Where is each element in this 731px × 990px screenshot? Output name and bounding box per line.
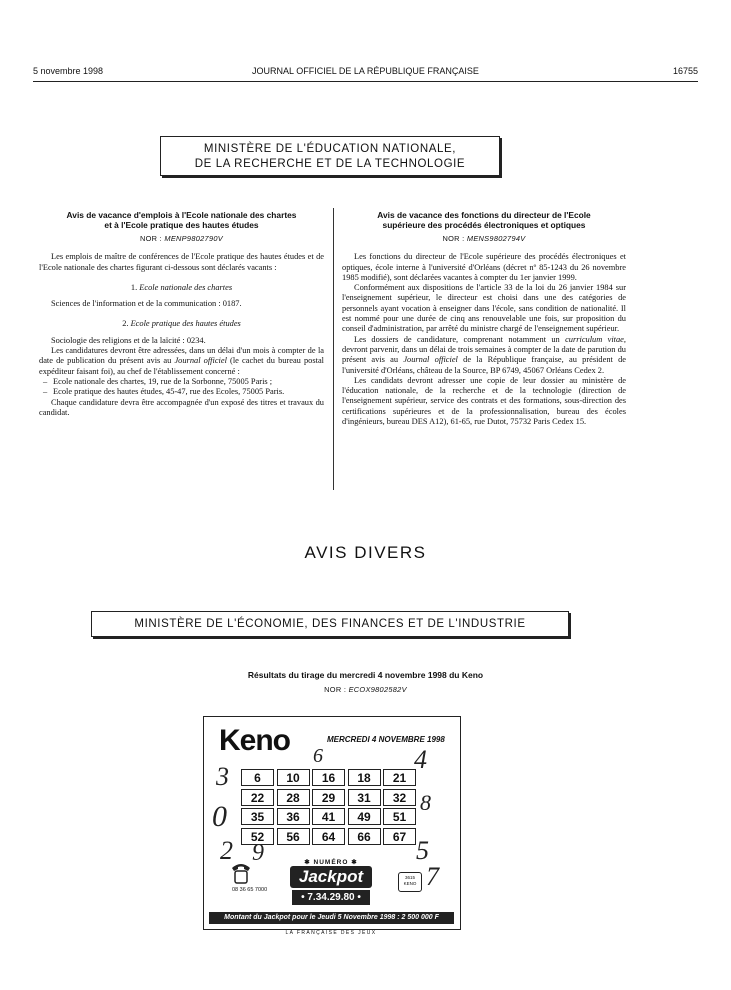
phone-number: 08 36 65 7000: [232, 887, 268, 893]
keno-number-cell: 21: [383, 769, 416, 786]
right-column-article: [342, 210, 626, 427]
keno-number-cell: 35: [241, 808, 274, 825]
nor-reference: NOR : MENS9802794V: [442, 234, 526, 243]
results-title: Résultats du tirage du mercredi 4 novembre 1998 du Keno: [247, 670, 484, 680]
header-journal-title: JOURNAL OFFICIEL DE LA RÉPUBLIQUE FRANÇAISE: [252, 66, 479, 76]
article-title-line-2: supérieure des procédés électroniques et optiques: [382, 220, 586, 230]
handwritten-scribble: 4: [414, 745, 427, 774]
article-title-line-1: Avis de vacance des fonctions du directeur de l'Ecole: [377, 210, 591, 220]
header-page-number: 16755: [672, 66, 698, 76]
nor-reference: NOR : MENP9802790V: [139, 234, 224, 243]
section-body-1: Sciences de l'information et de la communication : 0187.: [51, 299, 242, 309]
paragraph-4: Les candidats devront adresser une copie de leur dossier au ministère de l'éducation nationale, de la recherche et de la technologie (direction de l'enseignement supérieur, service des contrats et des formations, sous-direction des certifications supérieures et de la professionnalisation, bureau des écoles d'ingénieurs, bureau DES A12), 61-65, rue Dutot, 75732 Paris Cedex 15.: [342, 375, 626, 427]
handwritten-scribble: 8: [420, 790, 431, 815]
keno-number-cell: 51: [383, 808, 416, 825]
address-list-item: – Ecole pratique des hautes études, 45-47, rue des Ecoles, 75005 Paris.: [43, 387, 285, 397]
results-nor-reference: NOR : ECOX9802582V: [324, 685, 407, 694]
keno-number-cell: 31: [348, 789, 381, 806]
handwritten-scribble: 0: [212, 800, 227, 833]
candidature-paragraph: Les candidatures devront être adressées, dans un délai d'un mois à compter de la date de publication du présent avis au Journal officiel (le cachet du bureau postal expéditeur faisant foi), au chef de l'établissement concerné :: [39, 346, 324, 376]
handwritten-scribble: 3: [216, 762, 229, 791]
keno-number-cell: 6: [241, 769, 274, 786]
paragraph-3: Les dossiers de candidature, comprenant notamment un curriculum vitae, devront parvenir, dans un délai de trois semaines à compter de la date de parution du présent avis au Journal officiel de la République française, au président de l'université d'Orléans, château de la Source, BP 6749, 45067 Orléans Cedex 2.: [342, 334, 626, 375]
column-divider: [333, 208, 334, 490]
section-heading-1: 1. Ecole nationale des chartes: [130, 282, 233, 292]
paragraph-1: Les fonctions du directeur de l'Ecole supérieure des procédés électroniques et optiques, école interne à l'université d'Orléans (décret nº 85-1243 du 26 novembre 1985 modifié), sont déclarées vacantes à compter du 1er janvier 1999.: [342, 252, 626, 282]
minitel-icon: 3615 KENO: [398, 872, 422, 892]
keno-logo: Keno: [219, 724, 290, 757]
fdj-brand-line: LA FRANÇAISE DES JEUX: [285, 930, 377, 936]
keno-number-cell: 36: [277, 808, 310, 825]
ministry-line-1: MINISTÈRE DE L'ÉDUCATION NATIONALE,: [203, 143, 457, 155]
keno-number-cell: 28: [277, 789, 310, 806]
keno-number-cell: 29: [312, 789, 345, 806]
ministry-heading-education: [160, 136, 500, 176]
address-list-item: – Ecole nationale des chartes, 19, rue de la Sorbonne, 75005 Paris ;: [43, 376, 273, 386]
left-column-article: [39, 210, 324, 418]
keno-draw-date: MERCREDI 4 NOVEMBRE 1998: [327, 735, 445, 744]
keno-number-cell: 52: [241, 828, 274, 845]
keno-number-cell: 67: [383, 828, 416, 845]
keno-number-cell: 16: [312, 769, 345, 786]
keno-number-cell: 10: [277, 769, 310, 786]
keno-number-cell: 41: [312, 808, 345, 825]
telephone-icon: [228, 858, 254, 886]
section-heading-2: 2. Ecole pratique des hautes études: [122, 319, 241, 329]
keno-number-cell: 56: [277, 828, 310, 845]
ministry-line-2: DE LA RECHERCHE ET DE LA TECHNOLOGIE: [194, 158, 466, 170]
keno-number-cell: 49: [348, 808, 381, 825]
page-header: [33, 66, 698, 80]
ministry-heading-economy: MINISTÈRE DE L'ÉCONOMIE, DES FINANCES ET DE L'INDUSTRIE: [91, 611, 569, 637]
handwritten-scribble: 6: [313, 745, 323, 767]
section-body-2: Sociologie des religions et de la laïcité : 0234.: [51, 335, 206, 345]
handwritten-scribble: 7: [426, 862, 439, 891]
jackpot-number: • 7.34.29.80 •: [292, 890, 370, 905]
intro-paragraph: Les emplois de maître de conférences de l'Ecole pratique des hautes études et de l'Ecole nationale des chartes figurant ci-dessous sont déclarés vacants :: [39, 252, 324, 272]
jackpot-numero-label: ✱ NUMÉRO ✱: [304, 859, 358, 866]
article-title-line-1: Avis de vacance d'emplois à l'Ecole nationale des chartes: [66, 210, 297, 220]
handwritten-scribble: 2: [220, 836, 233, 865]
section-heading-avis-divers: AVIS DIVERS: [304, 543, 427, 562]
jackpot-logo: Jackpot: [290, 866, 372, 888]
header-rule: [33, 81, 698, 82]
keno-number-cell: 64: [312, 828, 345, 845]
article-title-line-2: et à l'Ecole pratique des hautes études: [104, 220, 259, 230]
keno-number-cell: 22: [241, 789, 274, 806]
keno-number-cell: 32: [383, 789, 416, 806]
keno-number-cell: 18: [348, 769, 381, 786]
header-date: 5 novembre 1998: [33, 66, 104, 76]
closing-paragraph: Chaque candidature devra être accompagnée d'un exposé des titres et travaux du candidat.: [39, 397, 324, 417]
handwritten-scribble: 5: [416, 836, 429, 865]
keno-number-cell: 66: [348, 828, 381, 845]
paragraph-2: Conformément aux dispositions de l'article 33 de la loi du 26 janvier 1984 sur l'enseignement supérieur, le directeur est choisi dans une des catégories de personnels ayant vocation à enseigner dans l'école, sans condition de nationalité. Il est nommé pour une durée de cinq ans renouvelable une fois, sur proposition du conseil d'administration, par arrêté du ministre chargé de l'enseignement supérieur.: [342, 283, 626, 334]
jackpot-amount-banner: Montant du Jackpot pour le Jeudi 5 Novembre 1998 : 2 500 000 F: [209, 912, 454, 924]
handwritten-scribble: 9: [252, 840, 264, 866]
